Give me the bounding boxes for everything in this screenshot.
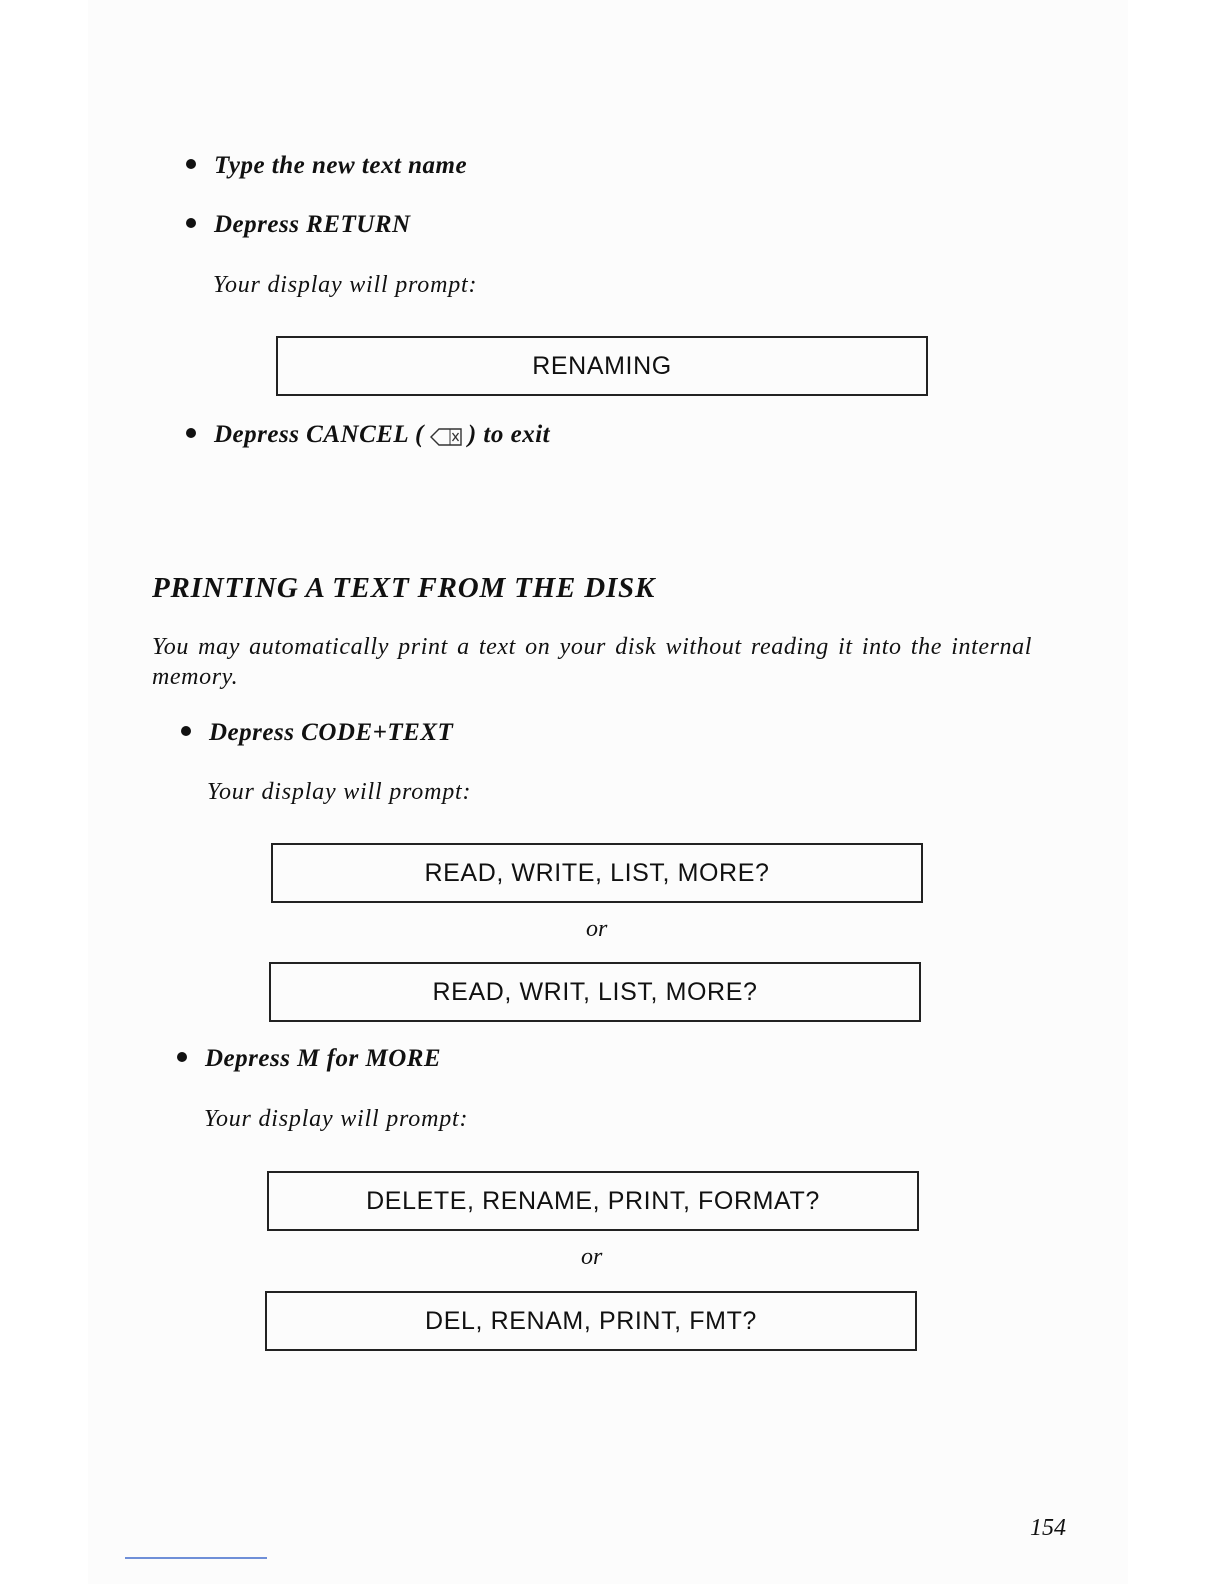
bullet-depress-return <box>186 211 411 239</box>
prompt-label: Your display will prompt: <box>207 779 472 805</box>
display-text: RENAMING <box>532 351 672 380</box>
bullet-depress-cancel <box>186 421 550 449</box>
bullet-depress-code-text <box>181 719 453 747</box>
bullet-dot <box>177 1052 187 1062</box>
prompt-label: Your display will prompt: <box>213 272 478 298</box>
intro-paragraph: You may automatically print a text on your disk without reading it into the internal memory. <box>152 634 1032 690</box>
bullet-depress-m-more <box>177 1045 441 1073</box>
bullet-text-prefix: Depress CANCEL ( <box>214 421 424 448</box>
bullet-text-suffix: ) to exit <box>467 421 551 448</box>
display-text: DELETE, RENAME, PRINT, FORMAT? <box>366 1186 820 1215</box>
or-label: or <box>581 1244 603 1270</box>
bullet-text: Type the new text name <box>214 152 468 179</box>
prompt-label: Your display will prompt: <box>204 1106 469 1132</box>
bullet-dot <box>181 726 191 736</box>
cancel-key-icon <box>430 425 462 443</box>
bottom-rule <box>125 1557 267 1559</box>
or-label: or <box>586 916 608 942</box>
bullet-type-new-name <box>186 152 467 180</box>
display-read-write-short <box>269 962 921 1022</box>
bullet-text: Depress CODE+TEXT <box>209 719 454 746</box>
display-text: DEL, RENAM, PRINT, FMT? <box>425 1306 757 1335</box>
display-renaming <box>276 336 928 396</box>
page-number: 154 <box>1030 1515 1066 1541</box>
section-heading: PRINTING A TEXT FROM THE DISK <box>152 572 656 604</box>
bullet-text: Depress M for MORE <box>205 1045 442 1072</box>
display-read-write-long <box>271 843 923 903</box>
bullet-dot <box>186 159 196 169</box>
display-delete-rename-short <box>265 1291 917 1351</box>
bullet-dot <box>186 428 196 438</box>
display-text: READ, WRIT, LIST, MORE? <box>432 977 758 1006</box>
display-text: READ, WRITE, LIST, MORE? <box>424 858 770 887</box>
bullet-text: Depress RETURN <box>214 211 411 238</box>
bullet-dot <box>186 218 196 228</box>
display-delete-rename-long <box>267 1171 919 1231</box>
